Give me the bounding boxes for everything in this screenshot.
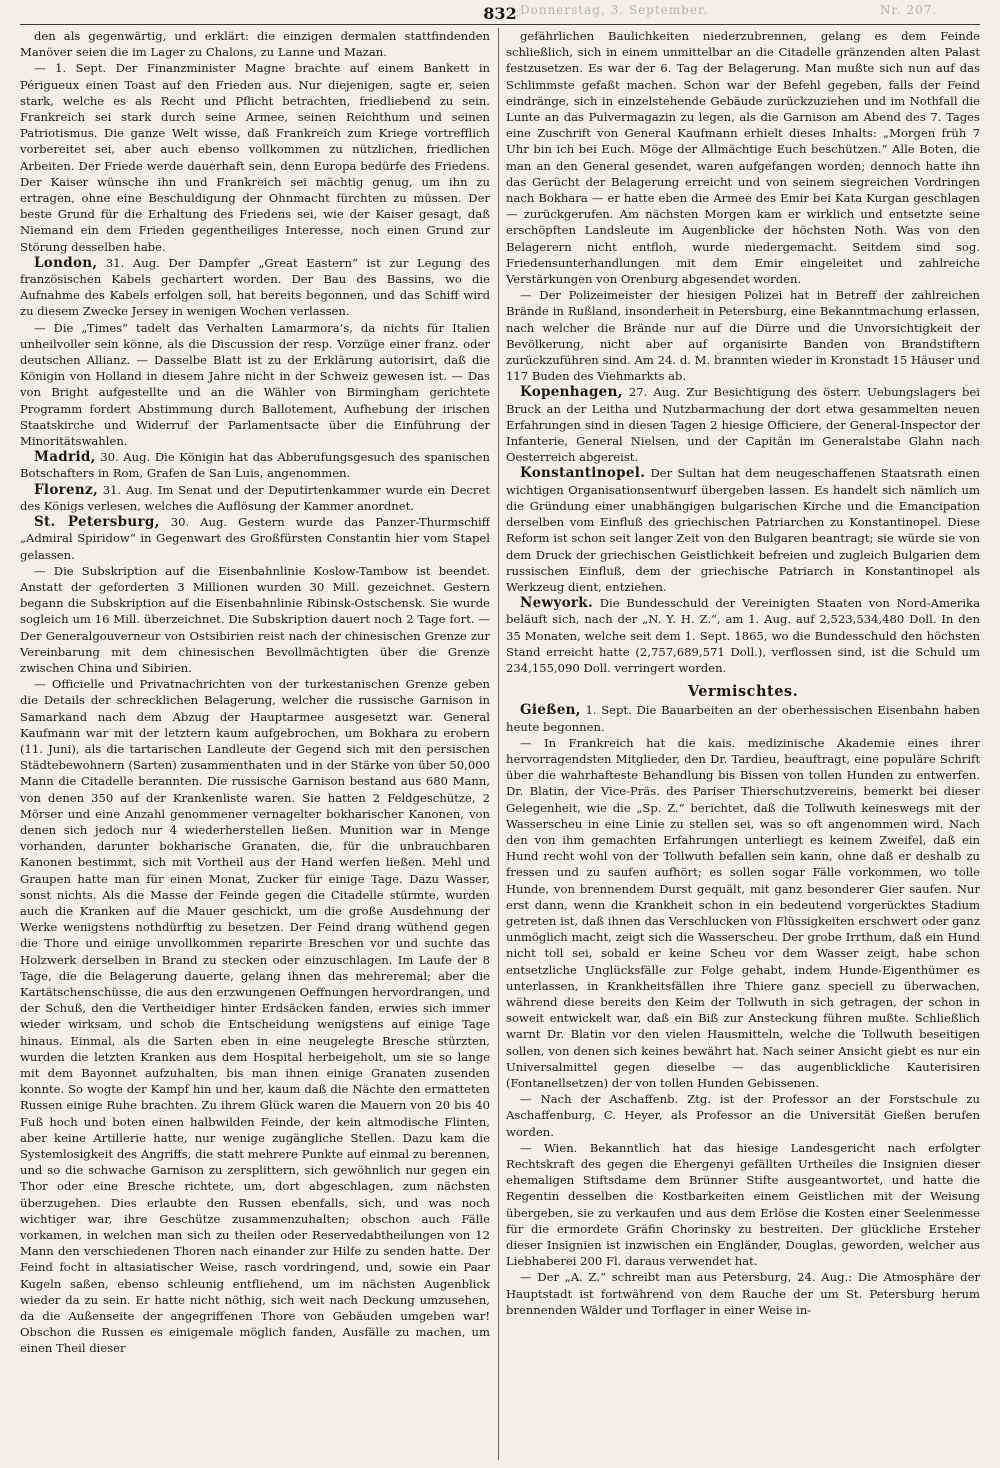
article-text: — Wien. Bekanntlich hat das hiesige Landesgericht nach erfolgter Rechtskraft des gegen die Ehergenyi gefällten Urtheiles die Insignien dieser ehemaligen Stiftsdame dem Brünner Stifte ausgeantwortet, und hatte die Regentin desselben die Kostbarkeiten einem Geistlichen mit der Weisung übergeben, sie zu verkaufen und aus dem Erlöse die Kosten einer Seelenmesse für die ermordete Gräfin Chorinsky zu bestreiten. Der glückliche Ersteher dieser Insignien ist inzwischen ein Engländer, Douglas, geworden, welcher aus Liebhaberei 200 Fl. daraus verwendet hat. — [506, 1140, 980, 1269]
article-paragraph — [506, 702, 980, 734]
article-text: gefährlichen Baulichkeiten niederzubrennen, gelang es dem Feinde schließlich, sich in einem unmittelbar an die Citadelle gränzenden alten Palast festzusetzen. Es war der 6. Tag der Belagerung. Man mußte sich nun auf das Schlimmste gefaßt machen. Schon war der Befehl gegeben, falls der Feind eindränge, sich in einzelstehende Gebäude zurückzuziehen und im Nothfall die Lunte an das Pulvermagazin zu legen, als die Garnison am Abend des 7. Tages eine Zuschrift von General Kaufmann erhielt dieses Inhalts: „Morgen früh 7 Uhr bin ich bei Euch. Möge der Allmächtige Euch beschützen.“ Alle Boten, die man an den General gesendet, waren aufgefangen worden; dennoch hatte ihn das Gerücht der Belagerung erreicht und von seinem siegreichen Vordringen nach Bokhara — er hatte eben die Armee des Emir bei Kata Kurgan geschlagen — zurückgerufen. Am nächsten Morgen kam er wirklich und entsetzte seine erschöpften Landsleute im Augenblicke der höchsten Noth. Was von den Belagerern nicht entfloh, wurde niedergemacht. Seitdem sind sog. Friedensunterhandlungen mit dem Emir eingeleitet und zahlreiche Verstärkungen von Orenburg abgesendet worden. — [506, 29, 980, 287]
article-text: — Die „Times“ tadelt das Verhalten Lamarmora’s, da nichts für Italien unheilvoller sein könne, als die Discussion der resp. Vorzüge einer franz. oder deutschen Allianz. — Dasselbe Blatt ist zu der Erklärung autorisirt, daß die Königin von Holland in diesem Jahre nicht in der Schweiz gewesen ist. — Das von Bright aufgestellte und an die Wähler von Birmingham gerichtete Programm fordert Abstimmung durch Ballotement, Aufhebung der irischen Staatskirche und Widerruf der Parlamentsacte über die Einführung der Minoritätswahlen. — [20, 320, 490, 449]
article-dateline: Florenz, — [34, 481, 99, 498]
article-dateline: Konstantinopel. — [520, 465, 646, 482]
article-paragraph — [20, 255, 490, 320]
header-rule — [20, 24, 980, 25]
column-divider — [498, 28, 499, 1460]
article-paragraph — [506, 384, 980, 465]
article-text: — 1. Sept. Der Finanzminister Magne brachte auf einem Bankett in Périgueux einen Toast auf den Frieden aus. Nur diejenigen, sagte er, seien stark, welche es als Recht und Pflicht betrachten, friedliebend zu sein. Frankreich sei stark durch seine Armee, seinen Reichthum und seinen Patriotismus. Die ganze Welt wisse, daß Frankreich zum Kriege vortrefflich vorbereitet sei, aber auch ebenso vollkommen zu nützlichen, friedlichen Arbeiten. Der Friede werde dauerhaft sein, denn Europa bedürfe des Friedens. Der Kaiser wünsche ihn und Frankreich sei mächtig genug, um ihn zu ertragen, ohne eine Beschuldigung der Ohnmacht fürchten zu müssen. Der beste Grund für die Erhaltung des Friedens sei, wie der Kaiser gesagt, daß Niemand ein dem Frieden gegentheiliges Interesse, noch einen Grund zur Störung desselben habe. — [20, 61, 490, 254]
bleed-through-text: Nr. 207. — [880, 3, 938, 17]
article-text: 31. Aug. Der Dampfer „Great Eastern“ ist zur Legung des französischen Kabels gechartert worden. Der Bau des Bassins, wo die Aufnahme des Kabels erfolgen soll, hat bereits begonnen, und das Schiff wird zu diesem Zwecke Jersey in wenigen Wochen verlassen. — [20, 255, 490, 319]
article-paragraph — [20, 60, 490, 254]
article-text: — In Frankreich hat die kais. medizinische Akademie eines ihrer hervorragendsten Mitglieder, den Dr. Tardieu, beauftragt, eine populäre Schrift über die wahrhafteste Behandlung bis Bissen von tollen Hunden zu entwerfen. Dr. Blatin, der Vice-Präs. des Pariser Thierschutzvereins, bemerkt bei dieser Gelegenheit, wie die „Sp. Z.“ berichtet, daß die Tollwuth keineswegs mit der Wasserscheu in eine Linie zu stellen sei, was so oft angenommen wird. Nach den von ihm gemachten Erfahrungen unterliegt es keinem Zweifel, daß ein Hund recht wohl von der Tollwuth befallen sein kann, ohne daß er deshalb zu fressen und zu saufen aufhört; es sollen sogar Fälle vorkommen, wo tolle Hunde, von brennendem Durst gequält, mit ganz besonderer Gier saufen. Nur erst dann, wenn die Krankheit schon in ein bedeutend vorgerücktes Stadium getreten ist, daß ihnen das Verschlucken von Flüssigkeiten erschwert oder ganz unmöglich macht, zeigt sich die Wasserscheu. Der grobe Irrthum, daß ein Hund nicht toll sei, sobald er keine Scheu vor dem Wasser zeigt, habe schon entsetzliche Unglücksfälle zur Folge gehabt, indem Hunde-Eigenthümer es unterlassen, in Krankheitsfällen ihre Thiere ganz speciell zu überwachen, während diese bereits den Keim der Tollwuth in sich getragen, der schon in soweit entwickelt war, daß ein Biß zur Ansteckung führen mußte. Schließlich warnt Dr. Blatin vor den vielen Hausmitteln, welche die Tollwuth beseitigen sollen, von denen sich keines bewährt hat. Nach seiner Ansicht giebt es nur ein Universalmittel gegen dieselbe — das augenblickliche Kauterisiren (Fontanellsetzen) der von tollen Hunden Gebissenen. — [506, 735, 980, 1090]
article-paragraph — [20, 28, 490, 60]
article-text: — Der Polizeimeister der hiesigen Polizei hat in Betreff der zahlreichen Brände in Rußland, insonderheit in Petersburg, eine Bekanntmachung erlassen, nach welcher die Brände nur auf die Dürre und die Unvorsichtigkeit der Bevölkerung, nicht aber auf organisirte Banden von Brandstiftern zurückzuführen sind. Am 24. d. M. brannten wieder in Kronstadt 15 Häuser und 117 Buden des Viehmarkts ab. — [506, 288, 980, 384]
article-paragraph — [20, 449, 490, 481]
article-text: 30. Aug. Gestern wurde das Panzer-Thurmschiff „Admiral Spiridow“ in Gegenwart des Großfürsten Constantin hier vom Stapel gelassen. — [20, 515, 490, 562]
article-dateline: Madrid, — [34, 449, 96, 466]
article-dateline: Newyork. — [520, 595, 593, 612]
article-text: den als gegenwärtig, und erklärt: die einzigen dermalen stattfindenden Manöver seien die im Lager zu Chalons, zu Lanne und Mazan. — [20, 29, 490, 60]
article-text: 31. Aug. Im Senat und der Deputirtenkammer wurde ein Decret des Königs verlesen, welches die Auflösung der Kammer anordnet. — [20, 482, 490, 513]
article-dateline: St. Petersburg, — [34, 514, 160, 531]
article-paragraph — [20, 676, 490, 1357]
article-paragraph — [506, 28, 980, 287]
right-column — [506, 28, 980, 1460]
bleed-through-text: Donnerstag, 3. September. — [520, 3, 709, 17]
article-paragraph — [506, 1091, 980, 1140]
article-text: — Nach der Aschaffenb. Ztg. ist der Professor an der Forstschule zu Aschaffenburg, C. Heyer, als Professor an die Universität Gießen berufen worden. — [506, 1092, 980, 1139]
article-text: — Die Subskription auf die Eisenbahnlinie Koslow-Tambow ist beendet. Anstatt der geforderten 3 Millionen wurden 30 Mill. gezeichnet. Gestern begann die Subskription auf die Eisenbahnlinie Ribinsk-Ostschensk. Sie wurde sogleich um 16 Mill. überzeichnet. Die Subskription dauert noch 2 Tage fort. — Der Generalgouverneur von Ostsibirien reist nach der chinesischen Grenze zur Vereinbarung mit dem chinesischen Bevollmächtigten über die Grenze zwischen China und Sibirien. — [20, 563, 490, 675]
article-text: 27. Aug. Zur Besichtigung des österr. Uebungslagers bei Bruck an der Leitha und Nutzbarmachung der dort etwa gesammelten neuen Erfahrungen sind in diesen Tagen 2 hiesige Officiere, der General-Inspector der Infanterie, General Nielsen, und der Capitän im Generalstabe Glahn nach Oesterreich abgereist. — [506, 385, 980, 465]
article-text: — Officielle und Privatnachrichten von der turkestanischen Grenze geben die Details der schrecklichen Belagerung, welcher die russische Garnison in Samarkand nach dem Abzug der Hauptarmee ausgesetzt war. General Kaufmann war mit der letztern kaum aufgebrochen, um Bokhara zu erobern (11. Juni), als die tartarischen Landleute der Gegend sich mit den persischen Städtebewohnern (Sarten) zusammenthaten und in der Stärke von über 50,000 Mann die Citadelle berannten. Die russische Garnison bestand aus 680 Mann, von denen 350 auf der Krankenliste waren. Sie hatten 2 Feldgeschütze, 2 Mörser und eine Anzahl genommener vernagelter bokharischer Kanonen, von denen sich jedoch nur 4 wiederherstellen ließen. Munition war in Menge vorhanden, darunter bokharische Granaten, die, für die unbrauchbaren Kanonen bestimmt, sich mit Vortheil aus der Hand werfen ließen. Mehl und Graupen hatte man für einen Monat, Zucker für einige Tage. Dazu Wasser, sonst nichts. Als die Masse der Feinde gegen die Citadelle stürmte, wurden auch die Kranken auf die Mauer geschickt, um die große Ausdehnung der Werke wenigstens nothdürftig zu besetzen. Der Feind drang wüthend gegen die Thore und einige unvollkommen reparirte Breschen vor und suchte das Holzwerk derselben in Brand zu stecken oder einzuschlagen. Im Laufe der 8 Tage, die die Belagerung dauerte, gelang ihnen das mehreremal; aber die Kartätschenschüsse, die aus den erzwungenen Oeffnungen hervordrangen, und der Schuß, den die Vertheidiger hinter Erdsäcken fanden, erwies sich immer wieder wirksam, und schob die Entscheidung wenigstens auf einige Tage hinaus. Einmal, als die Sarten eben in eine neugelegte Bresche stürzten, wurden die letzten Kranken aus dem Hospital herbeigeholt, um sie so lange mit dem Bayonnet aufzuhalten, bis man ihnen einige Granaten zusenden konnte. So wogte der Kampf hin und her, kaum daß die Nächte den ermatteten Russen einige Ruhe brachten. Zu ihrem Glück waren die Mauern von 20 bis 40 Fuß hoch und boten einen halbwilden Feinde, der kein altmodische Flinten, aber keine Artillerie hatte, nur wenige zugängliche Stellen. Dazu kam die Systemlosigkeit des Angriffs, die statt mehrere Punkte auf einmal zu berennen, und so die schwache Garnison zu zersplittern, sich gewöhnlich nur gegen ein Thor oder eine Bresche richtete, um, dort abgeschlagen, zum nächsten überzugehen. Dies erlaubte den Russen ebenfalls, sich, und was noch wichtiger war, ihre Geschütze zusammenzuhalten; obschon auch Fälle vorkamen, in welchen man sich zu theilen oder Reservedabtheilungen von 12 Mann den verschiedenen Thoren nach einander zur Hilfe zu senden hatte. Der Feind focht in altasiatischer Weise, rasch vordringend, und, sowie ein Paar Kugeln saßen, ebenso schleunig entfliehend, um im nächsten Augenblick wieder da zu sein. Er hatte nicht nöthig, sich weit nach Deckung umzusehen, da die Außenseite der angegriffenen Thore von Gebäuden umgeben war! Obschon die Russen es einigemale möglich fanden, Ausfälle zu machen, um einen Theil dieser — [20, 677, 490, 1356]
article-paragraph — [20, 514, 490, 563]
article-paragraph — [506, 465, 980, 595]
article-text: Die Bundesschuld der Vereinigten Staaten von Nord-Amerika beläuft sich, nach der „N. Y. H. Z.“, am 1. Aug. auf 2,523,534,480 Doll. In den 35 Monaten, welche seit dem 1. Sept. 1865, wo die Bundesschuld den höchsten Stand erreicht hatte (2,757,689,571 Doll.), verflossen sind, ist die Schuld um 234,155,090 Doll. verringert worden. — [506, 596, 980, 675]
article-text: Der Sultan hat dem neugeschaffenen Staatsrath einen wichtigen Organisationsentwurf übergeben lassen. Es handelt sich nämlich um die Gründung einer unabhängigen bulgarischen Kirche und die Emancipation derselben vom Einfluß des griechischen Patriarchen zu Konstantinopel. Diese Reform ist schon seit langer Zeit von den Bulgaren beantragt; sie würde sie von dem Druck der griechischen Geistlichkeit befreien und zugleich Bulgarien dem russischen Einfluß, dem der griechische Patriarch in Konstantinopel als Werkzeug dient, entziehen. — [506, 466, 980, 594]
article-dateline: London, — [34, 254, 98, 271]
article-paragraph — [20, 563, 490, 676]
section-title: Vermischtes. — [687, 683, 799, 701]
article-text: 30. Aug. Die Königin hat das Abberufungsgesuch des spanischen Botschafters in Rom, Grafen de San Luis, angenommen. — [20, 450, 490, 481]
article-paragraph — [506, 1269, 980, 1318]
article-paragraph — [506, 735, 980, 1091]
article-dateline: Kopenhagen, — [520, 384, 623, 401]
left-column — [20, 28, 490, 1460]
article-paragraph — [20, 482, 490, 514]
article-text: 1. Sept. Die Bauarbeiten an der oberhessischen Eisenbahn haben heute begonnen. — [506, 703, 980, 734]
article-paragraph — [506, 595, 980, 676]
article-paragraph — [506, 1140, 980, 1270]
article-dateline: Gießen, — [520, 702, 581, 719]
article-paragraph — [506, 287, 980, 384]
page-number: 832 — [483, 4, 517, 23]
article-text: — Der „A. Z.“ schreibt man aus Petersburg, 24. Aug.: Die Atmosphäre der Hauptstadt ist fortwährend von dem Rauche der um St. Petersburg herum brennenden Wälder und Torflager in einer Weise in- — [506, 1270, 980, 1317]
article-paragraph — [20, 320, 490, 450]
